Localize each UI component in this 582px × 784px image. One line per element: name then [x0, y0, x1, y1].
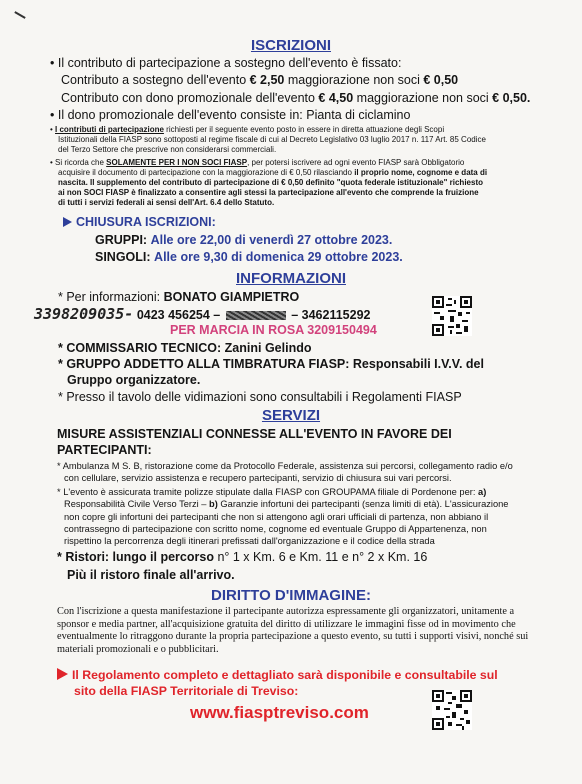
contributo-intro: • Il contributo di partecipazione a sostegno dell'evento è fissato:	[50, 56, 402, 70]
qr-code-icon	[432, 296, 472, 336]
per-informazioni: * Per informazioni: BONATO GIAMPIETRO	[58, 290, 300, 304]
redacted-scribble	[226, 311, 286, 320]
ristoro-finale: Più il ristoro finale all'arrivo.	[67, 568, 235, 582]
regolamenti-fiasp: * Presso il tavolo delle vidimazioni sono consultabili i Regolamenti FIASP	[58, 390, 462, 404]
corner-mark	[14, 11, 25, 19]
triangle-bullet-icon	[63, 217, 72, 227]
triangle-bullet-icon	[57, 668, 68, 680]
servizi-title: SERVIZI	[261, 407, 321, 424]
regolamento-line-2: sito della FIASP Territoriale di Treviso:	[74, 684, 299, 698]
handwritten-number: 3398209035-	[34, 305, 134, 323]
website-link[interactable]: www.fiasptreviso.com	[190, 703, 369, 722]
diritto-title: DIRITTO D'IMMAGINE:	[211, 587, 371, 604]
note-non-soci: • Si ricorda che SOLAMENTE PER I NON SOCI FIASP, per potersi iscrivere ad ogni evento FIASP sarà Obbligatorio acquisire il documento di partecipazione con la maggiorazione di € 0,50 rilasciando il proprio nome, cognome e data di nascita. Il supplemento del contributo di partecipazione di € 0,50 definito "quota federale istituzionale" richiesto ai non SOCI FIASP è finalizzato a consentire agli stessi la partecipazione all'evento che comprende la fruizione di tutti i servizi federali ai sensi dell'Art. 6.4 dello Statuto.	[50, 158, 488, 207]
iscrizioni-title: ISCRIZIONI	[250, 37, 331, 54]
marcia-in-rosa: PER MARCIA IN ROSA 3209150494	[170, 323, 377, 337]
contributo-row-2: Contributo con dono promozionale dell'evento € 4,50 maggiorazione non soci € 0,50.	[61, 91, 531, 105]
chiusura-gruppi: GRUPPI: Alle ore 22,00 di venerdì 27 ottobre 2023.	[95, 233, 393, 247]
diritto-text: Con l'iscrizione a questa manifestazione il partecipante autorizza espressamente gli organizzatori, unitamente a sponsor e media partner, all'acquisizione gratuita del diritto di utilizzare le immagini fisse od in movimento che eventualmente lo ritraggono durante la propria partecipazione a questo evento, su tutti i supporti visivi, nonché sui materiali promozionali e o pubblicitari.	[57, 606, 529, 655]
telefoni: 3398209035- 0423 456254 – – 3462115292	[34, 305, 371, 323]
gruppo-organizzatore: Gruppo organizzatore.	[67, 373, 201, 387]
qr-code-icon	[432, 690, 472, 730]
chiusura-singoli: SINGOLI: Alle ore 9,30 di domenica 29 ottobre 2023.	[95, 250, 403, 264]
misure-assistenziali: MISURE ASSISTENZIALI CONNESSE ALL'EVENTO IN FAVORE DEI	[57, 427, 452, 441]
chiusura-iscrizioni: CHIUSURA ISCRIZIONI:	[63, 215, 216, 229]
misure-partecipanti: PARTECIPANTI:	[57, 443, 152, 457]
informazioni-title: INFORMAZIONI	[236, 270, 346, 287]
ristori: * Ristori: lungo il percorso n° 1 x Km. 6 e Km. 11 e n° 2 x Km. 16	[57, 550, 428, 564]
note-contributi: • I contributi di partecipazione richiesti per il seguente evento posto in essere in diretta attuazione degli Scopi Istituzionali della FIASP sono sottoposti al regime fiscale di cui al Decreto Legislativo 03 luglio 2017 n. 117 Art. 85 Codice del Terzo Settore che prescrive non considerarsi commerciali.	[50, 125, 486, 154]
assicurazione-text: * L'evento è assicurata tramite polizze stipulate dalla FIASP con GROUPAMA filiale di Pordenone per: a) Responsabilità Civile Verso Terzi – b) Garanzie infortuni dei partecipanti (senza limiti di età). L'assicurazione non copre gli infortuni dei partecipanti che non si attengono agli orari ufficiali di partenza, non abbiano il contrassegno di partecipazione con scritto nome, cognome ed eventuale Gruppo di Appartenenza, non rispettino la percorrenza degli itinerari prefissati dall'organizzazione e il codice della strada	[57, 487, 509, 547]
dono-promozionale: • Il dono promozionale dell'evento consiste in: Pianta di ciclamino	[50, 108, 411, 122]
ambulanza-text: * Ambulanza M S. B, ristorazione come da Protocollo Federale, assistenza sui percorsi, collegamento radio e/o con cellulare, servizio assistenza e recupero partecipanti, servizio di chiusura sui vari percorsi.	[57, 461, 513, 483]
regolamento-line-1: Il Regolamento completo e dettagliato sarà disponibile e consultabile sul	[57, 668, 498, 682]
gruppo-timbratura: * GRUPPO ADDETTO ALLA TIMBRATURA FIASP: Responsabili I.V.V. del	[58, 357, 484, 371]
commissario-tecnico: * COMMISSARIO TECNICO: Zanini Gelindo	[58, 341, 312, 355]
contributo-row-1: Contributo a sostegno dell'evento € 2,50 maggiorazione non soci € 0,50	[61, 73, 459, 87]
